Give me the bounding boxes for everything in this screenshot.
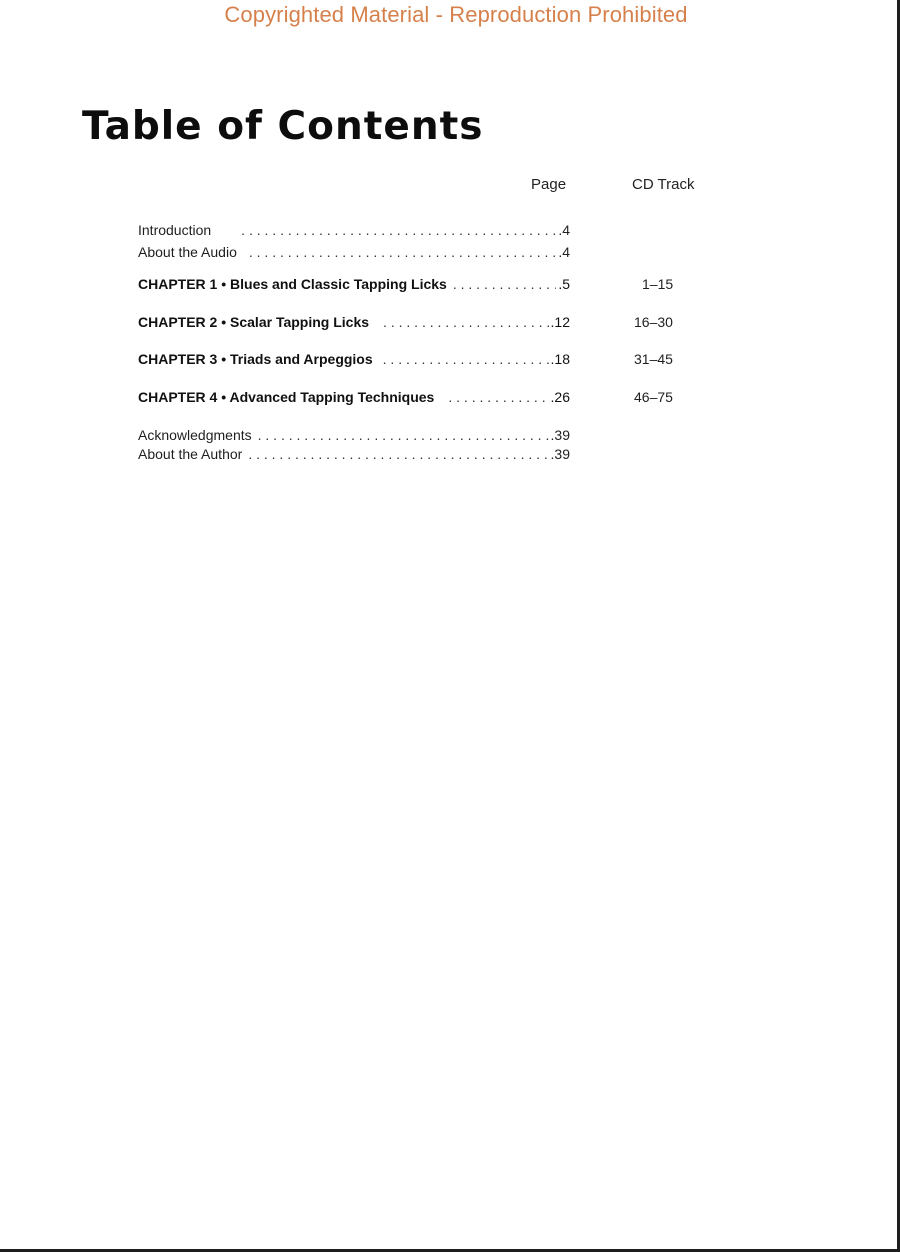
dot-leader xyxy=(249,244,556,260)
page-title: Table of Contents xyxy=(82,104,484,149)
entry-page-number: .12 xyxy=(550,314,570,330)
cd-track-range: 31–45 xyxy=(634,351,673,367)
dot-leader xyxy=(248,446,548,462)
cd-track-range: 16–30 xyxy=(634,314,673,330)
toc-entry-chapter-2[interactable] xyxy=(138,314,570,334)
column-header-page: Page xyxy=(531,176,567,193)
entry-label: CHAPTER 4 • Advanced Tapping Techniques xyxy=(138,389,435,405)
toc-entry-chapter-3[interactable] xyxy=(138,351,570,371)
entry-page-number: .4 xyxy=(558,244,570,260)
entry-label: Introduction xyxy=(138,222,212,238)
dot-leader xyxy=(453,276,556,292)
toc-entry-chapter-4[interactable] xyxy=(138,389,570,409)
entry-page-number: .39 xyxy=(550,427,570,443)
cd-track-range: 1–15 xyxy=(642,276,674,292)
entry-label: CHAPTER 1 • Blues and Classic Tapping Licks xyxy=(138,276,447,292)
entry-label: CHAPTER 2 • Scalar Tapping Licks xyxy=(138,314,370,330)
entry-page-number: .5 xyxy=(558,276,570,292)
entry-page-number: .4 xyxy=(558,222,570,238)
dot-leader xyxy=(241,222,556,238)
dot-leader xyxy=(258,427,549,443)
entry-page-number: .39 xyxy=(550,446,570,462)
copyright-watermark: Copyrighted Material - Reproduction Prohibited xyxy=(224,2,688,27)
dot-leader xyxy=(383,314,548,330)
entry-label: About the Audio xyxy=(138,244,237,260)
dot-leader xyxy=(383,351,549,367)
entry-label: About the Author xyxy=(138,446,243,462)
toc-entry-about-the-audio[interactable] xyxy=(138,244,570,264)
entry-label: CHAPTER 3 • Triads and Arpeggios xyxy=(138,351,373,367)
entry-page-number: .26 xyxy=(550,389,570,405)
toc-entry-about-the-author[interactable] xyxy=(138,446,570,466)
dot-leader xyxy=(448,389,548,405)
entry-label: Acknowledgments xyxy=(138,427,252,443)
toc-entry-chapter-1[interactable] xyxy=(138,276,570,296)
toc-entry-introduction[interactable] xyxy=(138,222,570,242)
cd-track-range: 46–75 xyxy=(634,389,673,405)
entry-page-number: .18 xyxy=(550,351,570,367)
column-header-cd-track: CD Track xyxy=(632,176,695,193)
toc-entry-acknowledgments[interactable] xyxy=(138,427,570,447)
